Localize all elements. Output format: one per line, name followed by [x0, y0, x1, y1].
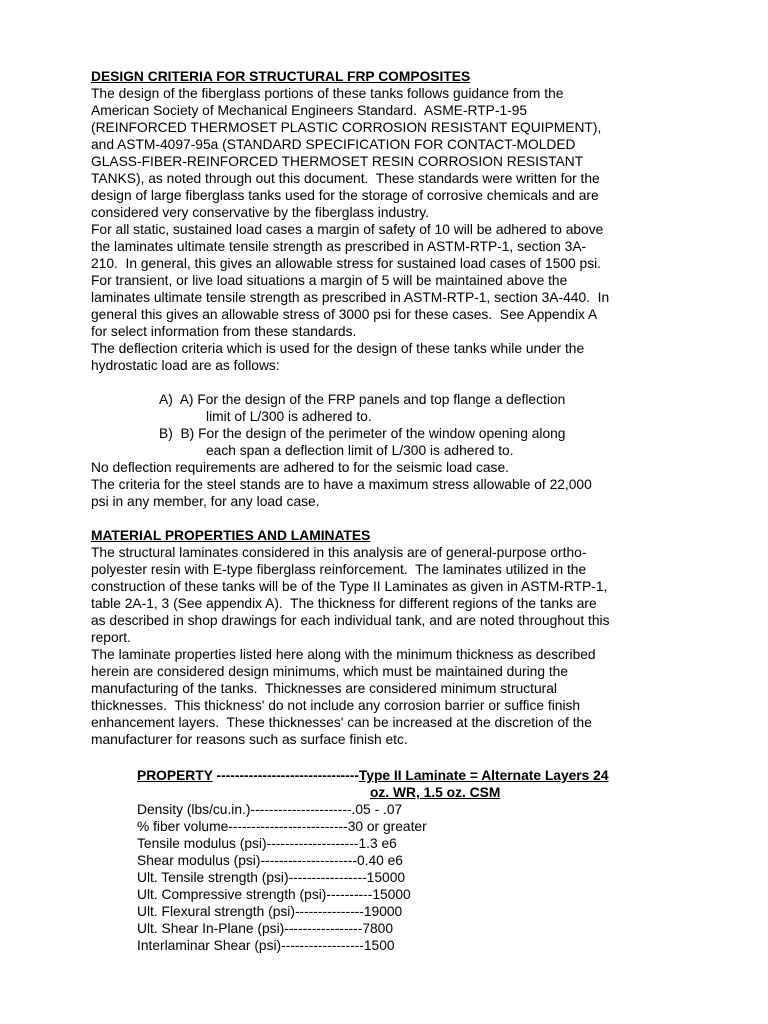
text-line: The structural laminates considered in this analysis are of general-purpose ortho-: [91, 545, 587, 560]
text-line: The deflection criteria which is used for the design of these tanks while under the: [91, 341, 585, 356]
document-body: [91, 68, 691, 748]
text-line: TANKS), as noted through out this document. These standards were written for the: [91, 171, 600, 186]
text-line: and ASTM-4097-95a (STANDARD SPECIFICATION FOR CONTACT-MOLDED: [91, 137, 576, 152]
text-line: manufacturing of the tanks. Thicknesses are considered minimum structural: [91, 681, 557, 696]
text-line: psi in any member, for any load case.: [91, 494, 320, 509]
table-row: Ult. Flexural strength (psi)---------------19000: [137, 904, 403, 919]
list-item-b: B) B) For the design of the perimeter of the window opening along: [159, 426, 566, 441]
text-line: table 2A-1, 3 (See appendix A). The thickness for different regions of the tanks are: [91, 596, 597, 611]
text-line: construction of these tanks will be of the Type II Laminates as given in ASTM-RTP-1,: [91, 579, 608, 594]
text-line: The laminate properties listed here along with the minimum thickness as described: [91, 647, 596, 662]
text-line: American Society of Mechanical Engineers Standard. ASME-RTP-1-95: [91, 103, 528, 118]
header-dashes: -------------------------------: [212, 768, 359, 783]
table-row: % fiber volume--------------------------30 or greater: [137, 819, 427, 834]
text-line: GLASS-FIBER-REINFORCED THERMOSET RESIN CORROSION RESISTANT: [91, 154, 584, 169]
table-row: Shear modulus (psi)---------------------0.40 e6: [137, 853, 403, 868]
text-line: (REINFORCED THERMOSET PLASTIC CORROSION RESISTANT EQUIPMENT),: [91, 120, 602, 135]
text-line: 210. In general, this gives an allowable stress for sustained load cases of 1500 psi.: [91, 256, 602, 271]
text-line: design of large fiberglass tanks used for the storage of corrosive chemicals and are: [91, 188, 599, 203]
table-row: Interlaminar Shear (psi)------------------1500: [137, 938, 395, 953]
text-line: The design of the fiberglass portions of these tanks follows guidance from the: [91, 86, 564, 101]
text-line: for select information from these standards.: [91, 324, 357, 339]
laminate-column-header: Type II Laminate = Alternate Layers 24: [358, 768, 609, 783]
table-row: Ult. Tensile strength (psi)-----------------15000: [137, 870, 406, 885]
text-line: polyester resin with E-type fiberglass reinforcement. The laminates utilized in the: [91, 562, 587, 577]
table-header: [137, 767, 707, 784]
list-item-a-cont: limit of L/300 is adhered to.: [206, 409, 372, 424]
text-line: considered very conservative by the fiberglass industry.: [91, 205, 429, 220]
text-line: herein are considered design minimums, which must be maintained during the: [91, 664, 569, 679]
table-row: Density (lbs/cu.in.)----------------------.05 - .07: [137, 802, 403, 817]
table-row: Ult. Shear In-Plane (psi)-----------------7800: [137, 921, 394, 936]
text-line: laminates ultimate tensile strength as prescribed in ASTM-RTP-1, section 3A-440. In: [91, 290, 610, 305]
spacer: [91, 374, 691, 391]
property-column-header: PROPERTY: [137, 768, 213, 783]
section-heading-design-criteria: DESIGN CRITERIA FOR STRUCTURAL FRP COMPOSITES: [91, 69, 471, 84]
list-item-b-cont: each span a deflection limit of L/300 is adhered to.: [206, 443, 514, 458]
text-line: general this gives an allowable stress of 3000 psi for these cases. See Appendix A: [91, 307, 598, 322]
text-line: as described in shop drawings for each individual tank, and are noted throughout this: [91, 613, 610, 628]
section-heading-material-properties: MATERIAL PROPERTIES AND LAMINATES: [91, 528, 371, 543]
text-line: The criteria for the steel stands are to have a maximum stress allowable of 22,000: [91, 477, 592, 492]
table-row: Ult. Compressive strength (psi)----------15000: [137, 887, 411, 902]
table-row: Tensile modulus (psi)--------------------1.3 e6: [137, 836, 397, 851]
text-line: enhancement layers. These thicknesses' can be increased at the discretion of the: [91, 715, 592, 730]
list-item-a: A) A) For the design of the FRP panels and top flange a deflection: [159, 392, 566, 407]
text-line: hydrostatic load are as follows:: [91, 358, 280, 373]
text-line: For all static, sustained load cases a margin of safety of 10 will be adhered to above: [91, 222, 604, 237]
text-line: manufacturer for reasons such as surface finish etc.: [91, 732, 408, 747]
spacer: [91, 510, 691, 527]
text-line: No deflection requirements are adhered to for the seismic load case.: [91, 460, 509, 475]
laminate-column-header-cont: oz. WR, 1.5 oz. CSM: [370, 785, 501, 800]
text-line: thicknesses. This thickness' do not include any corrosion barrier or suffice finish: [91, 698, 581, 713]
laminate-property-table: [137, 767, 707, 954]
text-line: For transient, or live load situations a margin of 5 will be maintained above the: [91, 273, 568, 288]
text-line: report.: [91, 630, 131, 645]
text-line: the laminates ultimate tensile strength as prescribed in ASTM-RTP-1, section 3A-: [91, 239, 587, 254]
